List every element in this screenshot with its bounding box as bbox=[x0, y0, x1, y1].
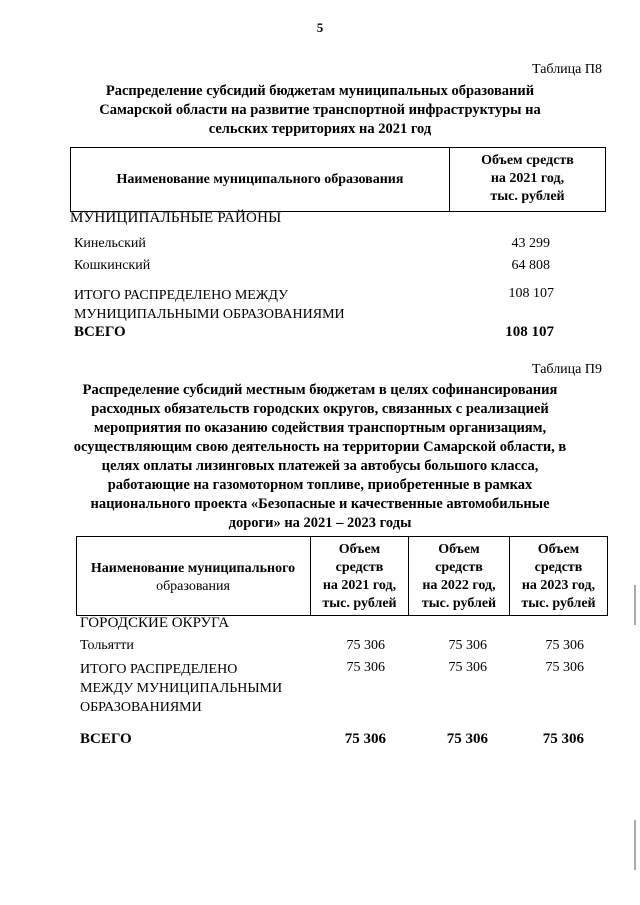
scan-mark bbox=[634, 585, 636, 625]
scan-mark bbox=[634, 820, 636, 870]
header-line: тыс. рублей bbox=[421, 596, 497, 611]
subtotal-line: ИТОГО РАСПРЕДЕЛЕНО МЕЖДУ bbox=[74, 288, 288, 303]
table-p8-header-top-rule bbox=[70, 147, 606, 148]
table-p9-total-2023: 75 306 bbox=[542, 731, 584, 747]
header-line: образования bbox=[156, 579, 230, 594]
table-p8-label: Таблица П8 bbox=[532, 62, 602, 77]
subtotal-line: ОБРАЗОВАНИЯМИ bbox=[80, 700, 202, 715]
table-p9-total-name: ВСЕГО bbox=[80, 731, 132, 747]
subtotal-line: ИТОГО РАСПРЕДЕЛЕНО bbox=[80, 662, 238, 677]
title-line: мероприятия по оказанию содействия транспортным организациям, bbox=[93, 420, 547, 436]
table-p8-total-name: ВСЕГО bbox=[74, 324, 126, 340]
table-p8-header-name: Наименование муниципального образования bbox=[116, 172, 404, 187]
table-p9-row-value-2023: 75 306 bbox=[545, 638, 584, 653]
table-p9-header-2022 bbox=[409, 541, 509, 613]
subtotal-line: МУНИЦИПАЛЬНЫМИ ОБРАЗОВАНИЯМИ bbox=[74, 307, 345, 322]
header-line: средств bbox=[435, 560, 483, 575]
header-line: Объем bbox=[338, 542, 381, 557]
header-line: средств bbox=[534, 560, 583, 575]
table-p9-header-2021 bbox=[311, 541, 408, 613]
header-line: на 2021 год, bbox=[490, 171, 565, 186]
title-line: целях оплаты лизинговых платежей за автобусы большого класса, bbox=[101, 458, 539, 474]
title-line: национального проекта «Безопасные и качественные автомобильные bbox=[90, 496, 550, 512]
table-p8-row-name: Кошкинский bbox=[74, 258, 151, 273]
table-p8-row-name: Кинельский bbox=[74, 236, 146, 251]
table-p9-label: Таблица П9 bbox=[532, 362, 602, 377]
table-p9-row-name: Тольятти bbox=[80, 638, 134, 653]
table-p9-header-name bbox=[78, 560, 308, 596]
table-p9-subtotal-2021: 75 306 bbox=[346, 660, 385, 675]
header-line: тыс. рублей bbox=[322, 596, 397, 611]
header-line: тыс. рублей bbox=[521, 596, 596, 611]
header-line: на 2023 год, bbox=[521, 578, 596, 593]
table-p9-total-2021: 75 306 bbox=[344, 731, 386, 747]
table-p9-header-2023 bbox=[510, 541, 607, 613]
header-line: Объем bbox=[537, 542, 580, 557]
table-p8-total-value: 108 107 bbox=[505, 324, 554, 340]
header-line: Объем bbox=[438, 542, 480, 557]
title-line: расходных обязательств городских округов, связанных с реализацией bbox=[91, 401, 549, 417]
table-p9-right-rule bbox=[607, 536, 608, 616]
header-line: Объем средств bbox=[481, 153, 574, 168]
header-line: Наименование муниципального bbox=[90, 561, 296, 576]
title-line: работающие на газомоторном топливе, приобретенные в рамках bbox=[107, 477, 533, 493]
header-line: на 2022 год, bbox=[422, 578, 496, 593]
table-p8-left-rule bbox=[70, 147, 71, 212]
table-p9-row-value-2021: 75 306 bbox=[346, 638, 385, 653]
header-line: тыс. рублей bbox=[490, 189, 565, 204]
table-p8-subtotal-value: 108 107 bbox=[508, 286, 554, 301]
table-p9-header-top-rule bbox=[76, 536, 608, 537]
table-p8-right-rule bbox=[605, 147, 606, 212]
table-p9-total-2022: 75 306 bbox=[446, 731, 488, 747]
table-p9-subtotal-name bbox=[80, 660, 282, 717]
table-p8-section-label: МУНИЦИПАЛЬНЫЕ РАЙОНЫ bbox=[70, 210, 282, 226]
table-p9-left-rule bbox=[76, 536, 77, 616]
table-p8-title bbox=[40, 82, 600, 139]
subtotal-line: МЕЖДУ МУНИЦИПАЛЬНЫМИ bbox=[80, 681, 283, 696]
title-line: осуществляющим свою деятельность на территории Самарской области, в bbox=[73, 439, 567, 455]
title-line: Распределение субсидий местным бюджетам в целях софинансирования bbox=[82, 382, 558, 398]
title-line: дороги» на 2021 – 2023 годы bbox=[228, 515, 412, 531]
table-p9-section-label: ГОРОДСКИЕ ОКРУГА bbox=[80, 615, 230, 631]
header-line: средств bbox=[335, 560, 384, 575]
header-line: на 2021 год, bbox=[322, 578, 397, 593]
title-line: Самарской области на развитие транспортной инфраструктуры на bbox=[99, 102, 541, 118]
table-p9-subtotal-2023: 75 306 bbox=[545, 660, 584, 675]
table-p8-subtotal-name bbox=[74, 286, 345, 324]
table-p8-row-value: 43 299 bbox=[511, 236, 550, 251]
table-p9-title bbox=[30, 381, 610, 533]
table-p9-row-value-2022: 75 306 bbox=[448, 638, 487, 653]
table-p8-header-amount bbox=[450, 152, 605, 206]
title-line: сельских территориях на 2021 год bbox=[208, 121, 432, 137]
title-line: Распределение субсидий бюджетам муниципальных образований bbox=[105, 83, 535, 99]
page-number: 5 bbox=[316, 20, 324, 35]
table-p9-subtotal-2022: 75 306 bbox=[448, 660, 487, 675]
table-p8-row-value: 64 808 bbox=[511, 258, 550, 273]
